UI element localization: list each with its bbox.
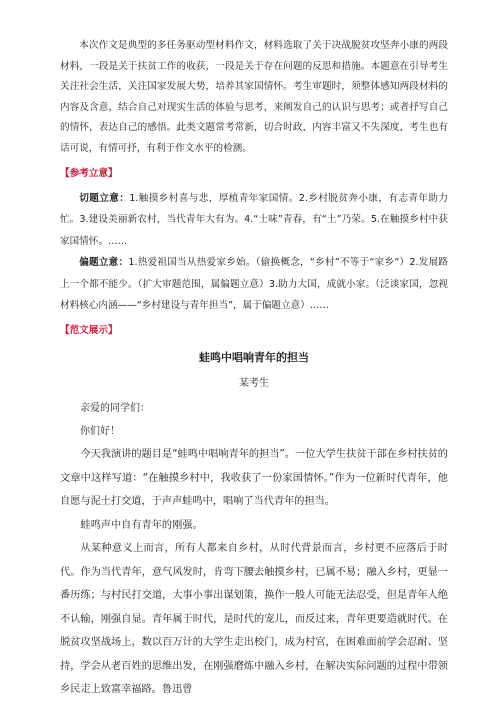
on-topic-paragraph — [60, 188, 448, 252]
on-topic-text: 1.触摸乡村喜与悲，厚植青年家国情。2.乡村脱贫奔小康，有志青年助力忙。3.建设美丽新农村，当代青年大有为。4.“土味”青春，有“土”乃荣。5.在触摸乡村中获家国情怀。…… — [60, 193, 448, 247]
document-page — [60, 36, 448, 702]
essay-hello: 你们好！ — [80, 426, 120, 438]
intro-paragraph: 本次作文是典型的多任务驱动型材料作文，材料选取了关于决战脱贫攻坚奔小康的两段材料，一段是关于扶贫工作的收获，一段是关于存在问题的反思和措施。本题意在引导考生关注社会生活，关注国家发展大势，培养其家国情怀。考生审题时，须整体感知两段材料的内容及含意，结合自己对现实生活的体验与思考，来阐发自己的认识与思考；或者抒写自己的情怀，表达自己的感悟。此类文题常考常新，切合时政，内容丰富又不失深度，考生也有话可说，有情可抒，有利于作文水平的检测。 — [60, 40, 448, 154]
off-topic-label: 偏题立意： — [79, 257, 129, 269]
sample-tag: 【范文展示】 — [60, 325, 118, 337]
essay-title: 蛙鸣中唱响青年的担当 — [199, 351, 309, 365]
essay-author: 某考生 — [239, 378, 269, 390]
essay-paragraph-3: 从某种意义上而言，所有人都来自乡村，从时代背景而言，乡村更不应落后于时代。作为当代青年，意气风发时，肯弯下腰去触摸乡村，已属不易；融入乡村，更显一番历练；与村民打交道，大事小事出谋划策，换作一般人可能无法忍受，但是青年人绝不认输，刚强自显。青年属于时代，是时代的宠儿，而反过来，青年更要造就时代。在脱贫攻坚战场上，数以百万计的大学生走出校门，成为村官，在困难面前学会忍耐、坚持，学会从老百姓的思维出发，在刚强磨炼中融入乡村，在解决实际问题的过程中带领乡民走上致富幸福路。鲁迅曾 — [60, 543, 448, 696]
essay-paragraph-2: 蛙鸣声中自有青年的刚强。 — [80, 519, 203, 531]
on-topic-label: 切题立意： — [79, 193, 130, 204]
reference-tag: 【参考立意】 — [60, 168, 118, 179]
essay-greeting: 亲爱的同学们： — [80, 403, 150, 415]
essay-paragraph-1: 今天我演讲的题目是“蛙鸣中唱响青年的担当”。一位大学生扶贫干部在乡村扶贫的文章中这样写道：“在触摸乡村中，我收获了一份家国情怀。”作为一位新时代青年，他自愿与泥土打交道，于声声蛙鸣中，唱响了当代青年的担当。 — [60, 449, 448, 508]
off-topic-paragraph — [60, 252, 448, 316]
off-topic-text: 1.热爱祖国当从热爱家乡始。（偷换概念，“乡村”不等于“家乡”）2.发展路上一个都不能少。（扩大审题范围，属偏题立意）3.助力大国，成就小家。（泛谈家国，忽视材料核心内涵——“乡村建设与青年担当”，属于偏题立意）…… — [60, 257, 448, 312]
